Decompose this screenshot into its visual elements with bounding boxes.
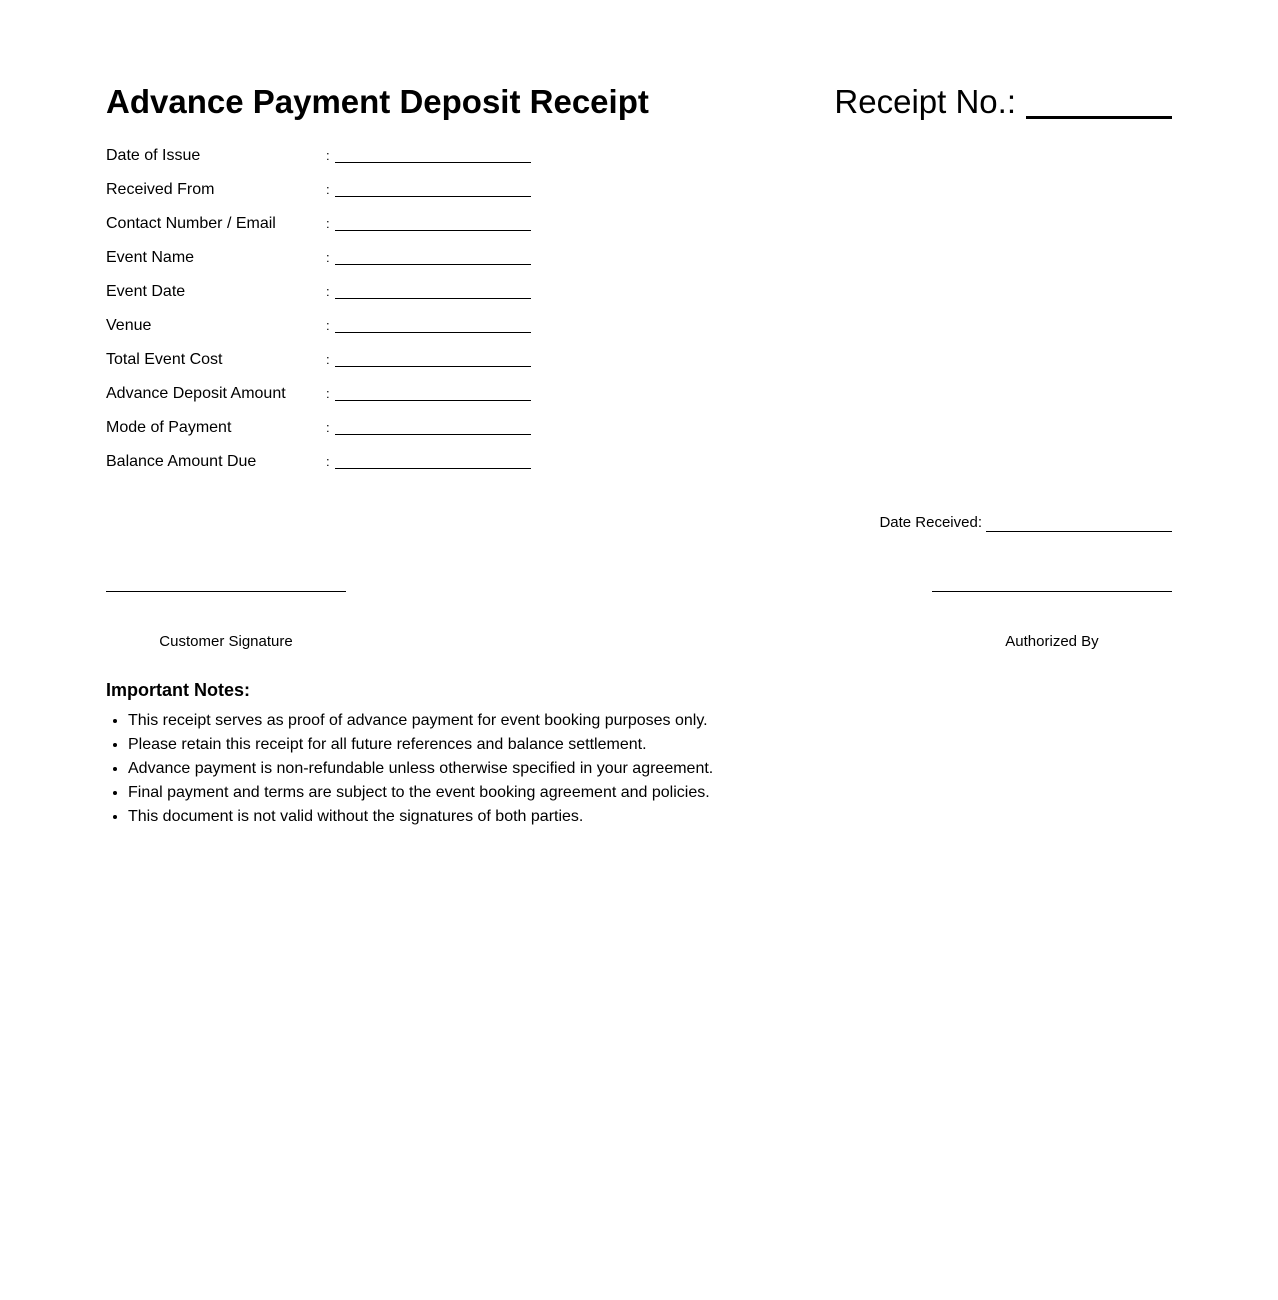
- notes-heading: Important Notes:: [106, 680, 250, 700]
- customer-signature-line[interactable]: [106, 591, 346, 592]
- field-row-date-of-issue: [106, 144, 536, 178]
- field-label: Event Name: [106, 249, 195, 266]
- customer-signature-label: Customer Signature: [159, 633, 293, 650]
- field-label: Venue: [106, 317, 152, 334]
- field-separator: :: [326, 182, 330, 197]
- receipt-number: [834, 82, 1172, 122]
- field-label: Balance Amount Due: [106, 453, 257, 470]
- field-label: Mode of Payment: [106, 419, 232, 436]
- field-row-event-name: [106, 246, 536, 280]
- event-name-field[interactable]: [335, 264, 531, 265]
- contact-field[interactable]: [335, 230, 531, 231]
- field-separator: :: [326, 352, 330, 367]
- field-label: Date of Issue: [106, 147, 201, 164]
- field-row-balance-due: [106, 450, 536, 484]
- field-label: Advance Deposit Amount: [106, 385, 286, 402]
- list-item: • Advance payment is non-refundable unless otherwise specified in your agreement.: [128, 757, 713, 781]
- field-label: Total Event Cost: [106, 351, 223, 368]
- date-received-label: Date Received:: [879, 514, 982, 531]
- document-title: Advance Payment Deposit Receipt: [106, 83, 649, 120]
- date-received-field[interactable]: [986, 515, 1172, 532]
- received-from-field[interactable]: [335, 196, 531, 197]
- field-separator: :: [326, 250, 330, 265]
- list-item: • Please retain this receipt for all future references and balance settlement.: [128, 733, 713, 757]
- venue-field[interactable]: [335, 332, 531, 333]
- field-separator: :: [326, 454, 330, 469]
- field-row-mode-of-payment: [106, 416, 536, 450]
- field-separator: :: [326, 216, 330, 231]
- authorized-signature-line[interactable]: [932, 591, 1172, 592]
- advance-deposit-field[interactable]: [335, 400, 531, 401]
- field-label: Event Date: [106, 283, 186, 300]
- field-row-advance-deposit: [106, 382, 536, 416]
- field-separator: :: [326, 318, 330, 333]
- field-separator: :: [326, 148, 330, 163]
- list-item: • This document is not valid without the signatures of both parties.: [128, 805, 713, 829]
- mode-of-payment-field[interactable]: [335, 434, 531, 435]
- date-of-issue-field[interactable]: [335, 162, 531, 163]
- receipt-fields: [106, 144, 536, 484]
- notes-list: [106, 709, 713, 829]
- field-row-contact: [106, 212, 536, 246]
- receipt-number-label: Receipt No.:: [834, 83, 1016, 120]
- field-separator: :: [326, 386, 330, 401]
- field-label: Contact Number / Email: [106, 215, 276, 232]
- total-event-cost-field[interactable]: [335, 366, 531, 367]
- event-date-field[interactable]: [335, 298, 531, 299]
- field-label: Received From: [106, 181, 215, 198]
- authorized-by-label: Authorized By: [1005, 633, 1099, 650]
- field-row-received-from: [106, 178, 536, 212]
- field-separator: :: [326, 284, 330, 299]
- date-received: [879, 514, 1172, 532]
- list-item: • This receipt serves as proof of advance payment for event booking purposes only.: [128, 709, 713, 733]
- field-row-venue: [106, 314, 536, 348]
- field-row-total-event-cost: [106, 348, 536, 382]
- field-separator: :: [326, 420, 330, 435]
- receipt-number-field[interactable]: [1026, 82, 1172, 119]
- field-row-event-date: [106, 280, 536, 314]
- balance-due-field[interactable]: [335, 468, 531, 469]
- list-item: • Final payment and terms are subject to the event booking agreement and policies.: [128, 781, 713, 805]
- receipt-document: [106, 0, 1172, 1300]
